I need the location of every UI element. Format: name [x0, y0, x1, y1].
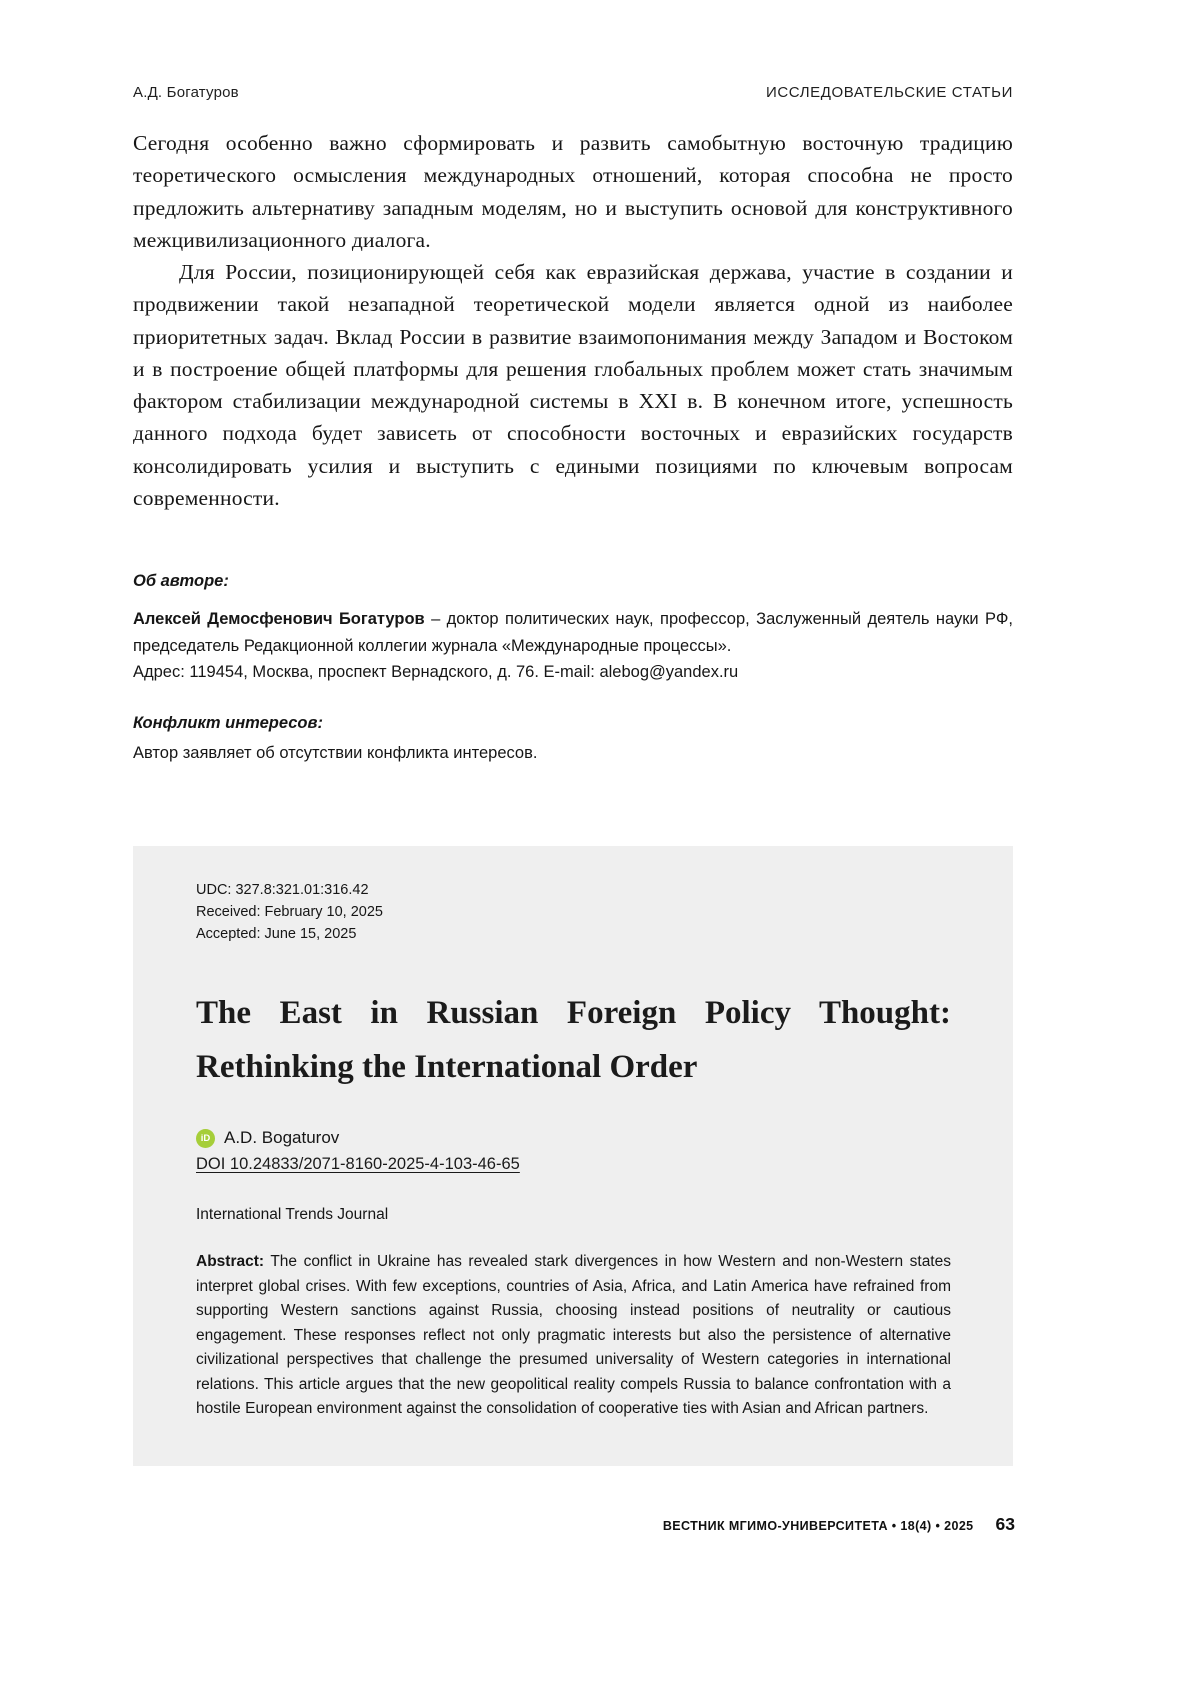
author-bio	[133, 606, 1013, 659]
article-title-english: The East in Russian Foreign Policy Thought: Rethinking the International Order	[196, 994, 951, 1086]
footer-journal-line: ВЕСТНИК МГИМО-УНИВЕРСИТЕТА • 18(4) • 2025	[662, 1519, 974, 1533]
body-paragraph: Сегодня особенно важно сформировать и развить самобытную восточную традицию теоретического осмысления международных отношений, которая способна не просто предложить альтернативу западным моделям, но и выступить основой для конструктивного межцивилизационного диалога.	[133, 131, 1013, 252]
author-name-english: A.D. Bogaturov	[224, 1128, 340, 1148]
doi-link[interactable]: DOI 10.24833/2071-8160-2025-4-103-46-65	[196, 1155, 520, 1174]
journal-name: International Trends Journal	[196, 1206, 389, 1224]
running-head	[133, 84, 1013, 101]
abstract	[196, 1250, 951, 1421]
page-footer	[663, 1514, 1015, 1535]
about-author-section	[133, 568, 1013, 766]
article-meta	[196, 880, 951, 945]
accepted-date-line: Accepted: June 15, 2025	[196, 925, 357, 942]
body-paragraph: Для России, позиционирующей себя как евразийская держава, участие в создании и продвижении такой незападной теоретической модели является одной из наиболее приоритетных задач. Вклад России в развитие взаимопонимания между Западом и Востоком и в построение общей платформы для решения глобальных проблем может стать значимым фактором стабилизации международной системы в XXI в. В конечном итоге, успешность данного подхода будет зависеть от способности восточных и евразийских государств консолидировать усилия и выступить с едиными позициями по ключевым вопросам современности.	[133, 260, 1013, 510]
about-author-heading: Об авторе:	[133, 572, 229, 590]
conflict-of-interest-text: Автор заявляет об отсутствии конфликта интересов.	[133, 743, 538, 762]
article-body	[133, 127, 1013, 514]
page-number: 63	[995, 1514, 1015, 1534]
orcid-icon[interactable]: iD	[196, 1129, 215, 1148]
author-credentials: – доктор политических наук, профессор, Заслуженный деятель науки РФ, председатель Редакционной коллегии журнала «Международные процессы».	[133, 610, 1013, 655]
received-date-line: Received: February 10, 2025	[196, 904, 383, 921]
author-row	[196, 1128, 951, 1148]
author-name: Алексей Демосфенович Богатуров	[133, 610, 425, 629]
author-address: Адрес: 119454, Москва, проспект Вернадского, д. 76. E-mail: alebog@yandex.ru	[133, 663, 739, 682]
udc-line: UDC: 327.8:321.01:316.42	[196, 882, 369, 899]
abstract-text: The conflict in Ukraine has revealed stark divergences in how Western and non-Western states interpret global crises. With few exceptions, countries of Asia, Africa, and Latin America have refrained from supporting Western sanctions against Russia, choosing instead positions of neutrality or cautious engagement. These responses reflect not only pragmatic interests but also the persistence of alternative civilizational perspectives that challenge the presumed universality of Western categories in international relations. This article argues that the new geopolitical reality compels Russia to balance confrontation with a hostile European environment against the consolidation of cooperative ties with Asian and African partners.	[196, 1253, 951, 1418]
running-head-section: ИССЛЕДОВАТЕЛЬСКИЕ СТАТЬИ	[765, 84, 1013, 101]
abstract-label: Abstract:	[196, 1253, 265, 1271]
running-head-author: А.Д. Богатуров	[133, 84, 239, 101]
english-metadata-panel	[133, 846, 1013, 1466]
conflict-of-interest-heading: Конфликт интересов:	[133, 713, 323, 732]
